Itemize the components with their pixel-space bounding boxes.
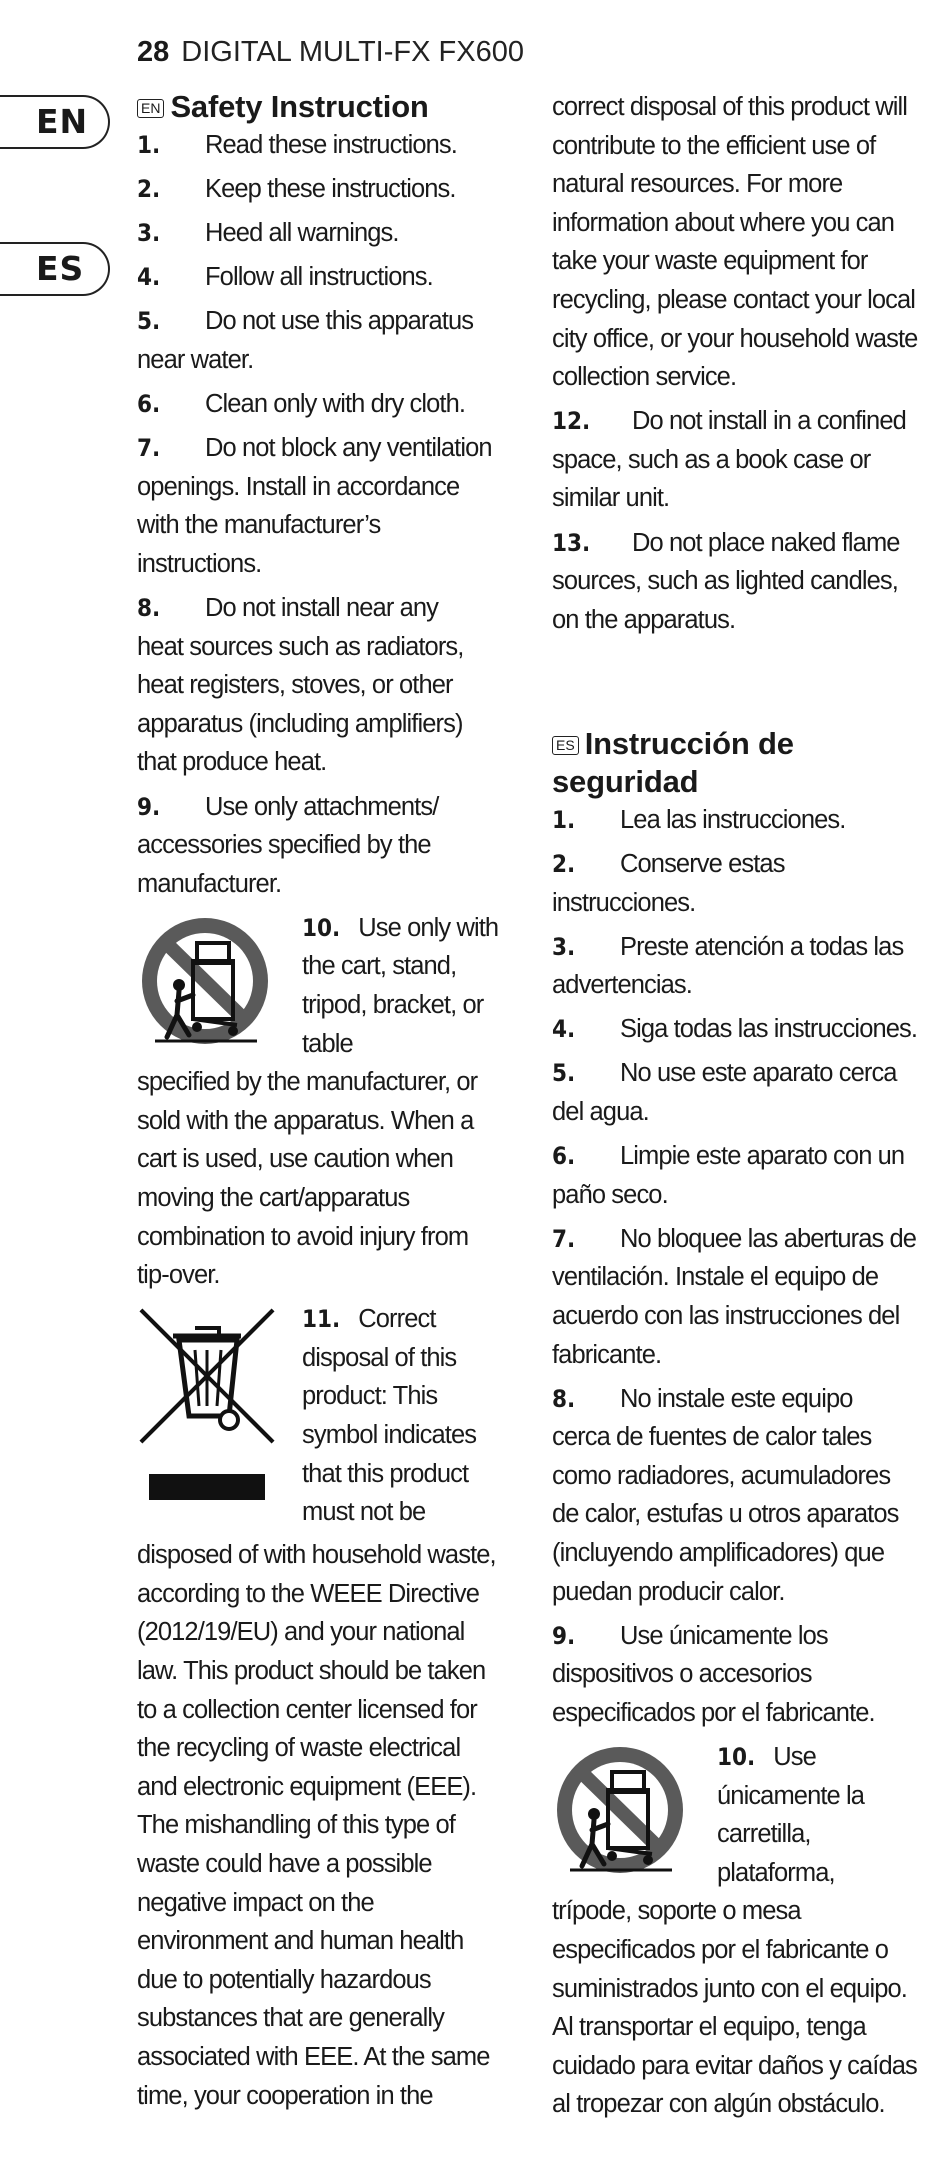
list-item: [552, 1137, 922, 1214]
item-number: 10.: [302, 913, 341, 942]
item-continuation: paño seco.: [552, 1180, 668, 1209]
language-badge-es: ES: [552, 736, 579, 755]
item-text: Lea las instrucciones.: [620, 805, 846, 834]
item-continuation: dispositivos o accesorios especificados por el fabricante.: [552, 1660, 875, 1727]
item-text: Preste atención a todas las: [620, 932, 904, 961]
list-item: [552, 801, 922, 840]
item-continuation: trípode, soporte o mesa especificados por el fabricante o suministrados junto con el equipo. Al transportar el equipo, tenga cuidado para evitar daños y caídas al tropezar con algún obstáculo.: [552, 1897, 917, 2119]
item-10-row: [137, 909, 505, 1063]
item-text: Read these instructions.: [205, 131, 457, 159]
item-number: 1.: [552, 805, 576, 834]
item-continuation: heat sources such as radiators, heat registers, stoves, or other apparatus (including amplifiers) that produce heat.: [137, 632, 464, 777]
list-item: [137, 788, 505, 904]
item-continuation: specified by the manufacturer, or sold with the apparatus. When a cart is used, use caution when moving the cart/apparatus combination to avoid injury from tip-over.: [137, 1068, 478, 1290]
page-header: [137, 28, 524, 76]
list-item: [137, 385, 505, 424]
list-item: [137, 170, 505, 209]
section-spacer: [552, 645, 922, 725]
list-item: [552, 928, 922, 1005]
item-number: 11.: [302, 1305, 341, 1334]
item-number: 7.: [552, 1224, 576, 1253]
item-continuation: cerca de fuentes de calor tales como radiadores, acumuladores de calor, estufas u otros aparatos (incluyendo amplificadores) que puedan producir calor.: [552, 1423, 899, 1606]
language-tab-es[interactable]: ES: [0, 242, 110, 296]
item-continuation: advertencias.: [552, 971, 692, 1000]
item-text: Siga todas las instrucciones.: [620, 1015, 918, 1044]
language-tab-en[interactable]: EN: [0, 95, 110, 149]
item-continuation: del agua.: [552, 1097, 649, 1126]
item-text: Do not place naked flame: [632, 528, 900, 557]
item-continuation: disposed of with household waste, according to the WEEE Directive (2012/19/EU) and your national law. This product should be taken to a collection center licensed for the recycling of waste electrical and electronic equipment (EEE). The mishandling of this type of waste could have a possible negative impact on the environment and human health due to potentially hazardous substances that are generally associated with EEE. At the same time, your cooperation in the: [137, 1541, 496, 2110]
item-number: 3.: [552, 932, 576, 961]
item-number: 6.: [552, 1142, 576, 1171]
language-badge-en: EN: [137, 99, 164, 118]
item-text: Follow all instructions.: [205, 263, 433, 292]
item-text: No instale este equipo: [620, 1384, 853, 1413]
item-continuation: space, such as a book case or similar unit.: [552, 445, 871, 513]
item-number: 13.: [552, 528, 591, 557]
item-11-row: [137, 1300, 505, 1536]
item-number: 8.: [137, 594, 161, 623]
item-text: Conserve estas: [620, 849, 785, 878]
cart-warning-icon: [552, 1738, 717, 1879]
item-continuation: accessories specified by the manufacturer.: [137, 831, 431, 898]
item-11-continuation: correct disposal of this product will contribute to the efficient use of natural resources. For more information about where you can take your waste equipment for recycling, please contact your local city office, or your household waste collection service.: [552, 93, 918, 392]
item-number: 2.: [137, 175, 161, 204]
item-continuation: sources, such as lighted candles, on the apparatus.: [552, 567, 898, 634]
list-item: [137, 429, 505, 583]
list-item: [552, 1010, 922, 1049]
item-continuation: instrucciones.: [552, 888, 696, 917]
item-text: Limpie este aparato con un: [620, 1142, 905, 1171]
item-text: Keep these instructions.: [205, 175, 456, 204]
list-item: [137, 258, 505, 297]
item-number: 7.: [137, 434, 161, 463]
list-item: [552, 402, 922, 518]
page-title: DIGITAL MULTI-FX FX600: [181, 36, 524, 68]
left-column: [137, 88, 505, 2121]
list-item: [137, 302, 505, 379]
item-number: 5.: [137, 307, 161, 336]
list-item: [552, 1054, 922, 1131]
item-number: 2.: [552, 849, 576, 878]
list-item: [552, 524, 922, 640]
item-number: 6.: [137, 390, 161, 419]
section-heading-text: Safety Instruction: [170, 89, 429, 124]
item-continuation: near water.: [137, 345, 254, 374]
item-text: Correct disposal of this product: This symbol indicates that this product must not be: [302, 1305, 477, 1527]
cart-warning-icon: [137, 909, 302, 1050]
right-column: [552, 88, 922, 2129]
item-text: Heed all warnings.: [205, 219, 399, 248]
item-10-row-es: [552, 1738, 922, 1892]
item-text: Use only attachments/: [205, 792, 439, 821]
item-number: 5.: [552, 1059, 576, 1088]
item-number: 9.: [552, 1621, 576, 1650]
item-text: No use este aparato cerca: [620, 1059, 897, 1088]
item-text: Use only with the cart, stand, tripod, bracket, or table: [302, 913, 499, 1058]
item-continuation: ventilación. Instale el equipo de acuerdo con las instrucciones del fabricante.: [552, 1263, 900, 1369]
weee-bin-icon: [137, 1300, 302, 1536]
page-number: 28: [137, 36, 170, 68]
list-item: [552, 1617, 922, 1733]
item-10-text-es: [717, 1738, 922, 1892]
item-11-text: [302, 1300, 505, 1536]
list-item: [137, 126, 505, 165]
list-item: [552, 1380, 922, 1612]
item-text: Do not use this apparatus: [205, 307, 474, 336]
section-heading-en: [137, 88, 505, 126]
item-text: Do not install in a confined: [632, 407, 906, 436]
item-number: 10.: [717, 1742, 756, 1771]
item-text: No bloquee las aberturas de: [620, 1224, 917, 1253]
item-number: 1.: [137, 131, 161, 159]
item-text: Use únicamente la carretilla, plataforma,: [717, 1742, 865, 1887]
list-item: [552, 1220, 922, 1374]
item-number: 9.: [137, 792, 161, 821]
item-number: 3.: [137, 219, 161, 248]
list-item: [552, 845, 922, 922]
section-heading-text: Instrucción de seguridad: [552, 725, 794, 799]
item-text: Clean only with dry cloth.: [205, 390, 466, 419]
list-item: [137, 214, 505, 253]
item-number: 8.: [552, 1384, 576, 1413]
item-text: Do not block any ventilation: [205, 434, 492, 463]
item-number: 4.: [552, 1015, 576, 1044]
item-10-text: [302, 909, 505, 1063]
item-text: Use únicamente los: [620, 1621, 828, 1650]
item-text: Do not install near any: [205, 594, 439, 623]
section-heading-es: [552, 725, 922, 801]
item-continuation: openings. Install in accordance with the manufacturer’s instructions.: [137, 472, 460, 578]
item-number: 12.: [552, 407, 591, 436]
item-number: 4.: [137, 263, 161, 292]
list-item: [137, 589, 505, 782]
